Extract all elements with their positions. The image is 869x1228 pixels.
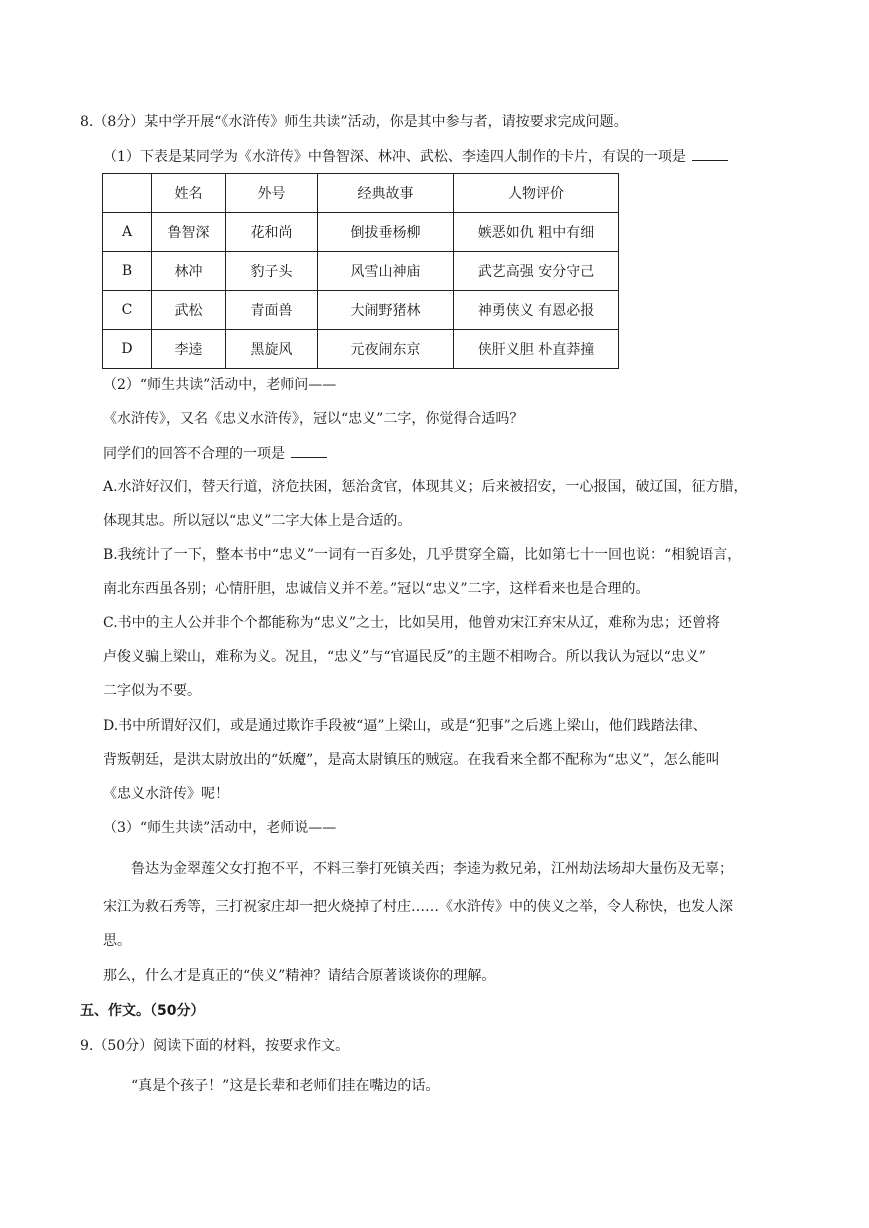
table-header-cell: 外号 — [226, 174, 318, 213]
table-header-row — [103, 174, 619, 213]
option-a-line-1: A.水浒好汉们，替天行道，济危扶困，惩治贪官，体现其义；后来被招安，一心报国，破辽国，征方腊， — [103, 479, 748, 495]
question-8-header: 8.（8分）某中学开展“《水浒传》师生共读”活动，你是其中参与者，请按要求完成问题。 — [80, 114, 628, 130]
option-c-line-2: 卢俊义骗上梁山，难称为义。况且，“忠义”与“官逼民反”的主题不相吻合。所以我认为冠以“忠义” — [103, 649, 706, 665]
table-cell: B — [103, 252, 152, 291]
answer-blank-2 — [291, 443, 327, 458]
table-cell: A — [103, 213, 152, 252]
table-cell: 侠肝义胆 朴直莽撞 — [454, 330, 619, 369]
question-8-part3-intro: （3）“师生共读”活动中，老师说—— — [103, 820, 337, 836]
table-cell: 花和尚 — [226, 213, 318, 252]
table-cell: 武艺高强 安分守己 — [454, 252, 619, 291]
table-cell: 鲁智深 — [152, 213, 226, 252]
table-cell: 李逵 — [152, 330, 226, 369]
option-c-line-1: C.书中的主人公并非个个都能称为“忠义”之士，比如吴用，他曾劝宋江弃宋从辽，难称为忠；还曾将 — [103, 615, 720, 631]
table-cell: 黑旋风 — [226, 330, 318, 369]
option-b-line-1: B.我统计了一下，整本书中“忠义”一词有一百多处，几乎贯穿全篇，比如第七十一回也说：“相貌语言， — [103, 547, 742, 563]
table-header-cell: 经典故事 — [318, 174, 454, 213]
option-a-line-2: 体现其忠。所以冠以“忠义”二字大体上是合适的。 — [103, 513, 412, 529]
table-cell: 豹子头 — [226, 252, 318, 291]
table-cell: 元夜闹东京 — [318, 330, 454, 369]
table-cell: 风雪山神庙 — [318, 252, 454, 291]
option-d-line-2: 背叛朝廷，是洪太尉放出的“妖魔”，是高太尉镇压的贼寇。在我看来全都不配称为“忠义”，怎么能叫 — [103, 752, 720, 768]
option-d-line-1: D.书中所谓好汉们，或是通过欺诈手段被“逼”上梁山，或是“犯事”之后逃上梁山，他们践踏法律、 — [103, 718, 707, 734]
option-c-line-3: 二字似为不要。 — [103, 683, 201, 699]
option-b-line-2: 南北东西虽各别；心情肝胆，忠诚信义并不差。”冠以“忠义”二字，这样看来也是合理的。 — [103, 581, 650, 597]
table-row — [103, 213, 619, 252]
answer-blank-1 — [692, 146, 728, 161]
question-9-header: 9.（50分）阅读下面的材料，按要求作文。 — [80, 1038, 350, 1054]
question-8-part2-question: 《水浒传》，又名《忠义水浒传》，冠以“忠义”二字，你觉得合适吗？ — [103, 411, 524, 427]
part3-passage-line-1: 鲁达为金翠莲父女打抱不平，不料三拳打死镇关西；李逵为救兄弟，江州劫法场却大量伤及无辜； — [131, 861, 733, 877]
section-5-title: 五、作文。（50分） — [80, 1003, 205, 1019]
option-d-line-3: 《忠义水浒传》呢！ — [103, 786, 229, 802]
table-cell: 林冲 — [152, 252, 226, 291]
table-row — [103, 252, 619, 291]
part3-passage-line-3: 思。 — [103, 933, 131, 949]
part3-passage-line-2: 宋江为救石秀等，三打祝家庄却一把火烧掉了村庄……《水浒传》中的侠义之举，令人称快，也发人深 — [103, 899, 733, 915]
table-row — [103, 291, 619, 330]
table-row — [103, 330, 619, 369]
question-8-part1 — [103, 146, 728, 167]
part3-question: 那么，什么才是真正的“侠义”精神？请结合原著谈谈你的理解。 — [103, 968, 496, 984]
question-8-part2-prompt — [103, 443, 327, 464]
table-cell: 神勇侠义 有恩必报 — [454, 291, 619, 330]
table-cell: D — [103, 330, 152, 369]
table-cell: 嫉恶如仇 粗中有细 — [454, 213, 619, 252]
table-cell: 倒拔垂杨柳 — [318, 213, 454, 252]
table-cell: 武松 — [152, 291, 226, 330]
table-cell: C — [103, 291, 152, 330]
question-9-quote: “真是个孩子！”这是长辈和老师们挂在嘴边的话。 — [131, 1078, 440, 1094]
question-8-part2-intro: （2）“师生共读”活动中，老师问—— — [103, 377, 337, 393]
table-header-cell: 姓名 — [152, 174, 226, 213]
table-header-cell — [103, 174, 152, 213]
part2-prompt-text: 同学们的回答不合理的一项是 — [103, 446, 285, 462]
part1-text: （1）下表是某同学为《水浒传》中鲁智深、林冲、武松、李逵四人制作的卡片，有误的一项是 — [103, 149, 686, 165]
table-header-cell: 人物评价 — [454, 174, 619, 213]
table-cell: 大闹野猪林 — [318, 291, 454, 330]
table-cell: 青面兽 — [226, 291, 318, 330]
character-card-table — [102, 173, 619, 369]
